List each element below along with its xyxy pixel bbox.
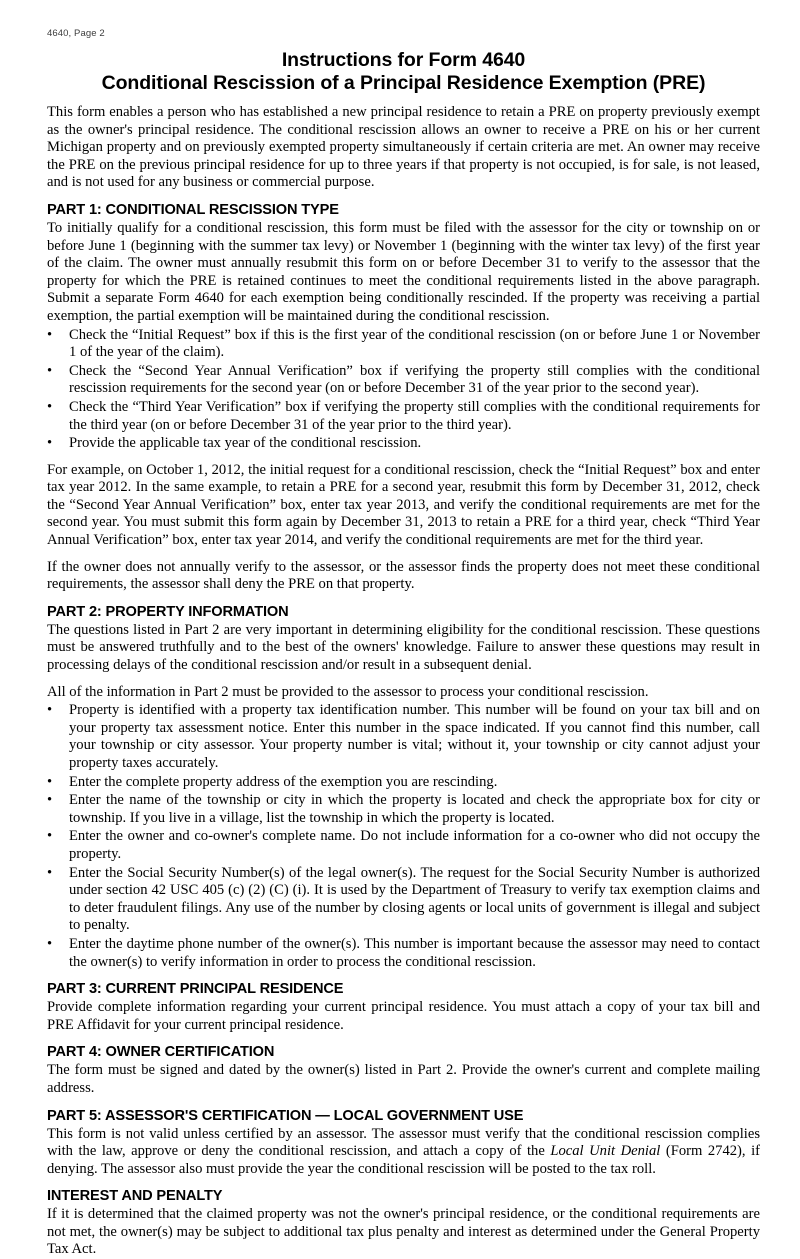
- interest-and-penalty-paragraph: If it is determined that the claimed property was not the owner's principal residence, or the conditional requirements are not met, the owner(s) may be subject to additional tax plus penalty and interest as determined under the General Property Tax Act.: [47, 1206, 760, 1258]
- list-item: [47, 435, 760, 453]
- bullet-icon: •: [47, 326, 53, 343]
- list-item: [47, 828, 760, 863]
- bullet-icon: •: [47, 362, 53, 379]
- page-title-line2: Conditional Rescission of a Principal Residence Exemption (PRE): [101, 72, 706, 94]
- part-1-example-paragraph: For example, on October 1, 2012, the initial request for a conditional rescission, check the “Initial Request” box and enter tax year 2012. In the same example, to retain a PRE for a second year, resubmit this form by December 31, 2012, check the “Second Year Annual Verification” box, enter tax year 2013, and verify the conditional requirements are met for the second year. You must submit this form again by December 31, 2013 to retain a PRE for a third year, check “Third Year Annual Verification” box, enter tax year 2014, and verify the conditional requirements are met for the third year.: [47, 461, 760, 549]
- heading-part-5: PART 5: ASSESSOR'S CERTIFICATION — LOCAL GOVERNMENT USE: [47, 1107, 524, 1124]
- bullet-icon: •: [47, 792, 53, 809]
- heading-part-3: PART 3: CURRENT PRINCIPAL RESIDENCE: [47, 981, 344, 998]
- list-item-text: Property is identified with a property tax identification number. This number will be found on your tax bill and on your property tax assessment notice. Enter this number in the space indicated. If you cannot find this number, call your township or city assessor. Your property number is vital; without it, your township or city cannot adjust your property taxes accurately.: [69, 702, 760, 771]
- bullet-icon: •: [47, 773, 53, 790]
- part-2-intro-paragraph: The questions listed in Part 2 are very important in determining eligibility for the conditional rescission. These questions must be answered truthfully and to the best of the owners' knowledge. Failure to answer these questions may result in processing delays of the conditional rescission and/or result in a subsequent denial.: [47, 621, 760, 674]
- list-item-text: Enter the Social Security Number(s) of the legal owner(s). The request for the Social Security Number is authorized under section 42 USC 405 (c) (2) (C) (i). It is used by the Department of Treasury to verify tax exemption claims and to deter fraudulent filings. Any use of the number by closing agents or local units of government is illegal and subject to penalty.: [69, 864, 760, 934]
- bullet-icon: •: [47, 398, 53, 415]
- heading-part-2: PART 2: PROPERTY INFORMATION: [47, 603, 289, 620]
- list-item-text: Enter the owner and co-owner's complete name. Do not include information for a co-owner who did not occupy the property.: [69, 828, 760, 862]
- heading-part-1: PART 1: CONDITIONAL RESCISSION TYPE: [47, 201, 339, 218]
- part-3-paragraph: Provide complete information regarding your current principal residence. You must attach a copy of your tax bill and PRE Affidavit for your current principal residence.: [47, 999, 760, 1033]
- part-5-text-post: (Form 2742), if denying. The assessor also must provide the year the conditional rescission will be posted to the tax roll.: [47, 1143, 760, 1177]
- list-item-text: Provide the applicable tax year of the conditional rescission.: [69, 435, 422, 452]
- part-1-intro-paragraph: To initially qualify for a conditional rescission, this form must be filed with the assessor for the city or township on or before June 1 (beginning with the summer tax levy) or November 1 (beginning with the winter tax levy) of the first year of the claim. The owner must annually resubmit this form on or before December 31 to verify to the assessor that the property for which the PRE is retained continues to meet the conditional requirements listed in the above paragraph. Submit a separate Form 4640 for each exemption being conditionally rescinded. If the property was receiving a partial exemption, the partial exemption will be maintained during the conditional rescission.: [47, 219, 760, 324]
- list-item: [47, 936, 760, 971]
- bullet-icon: •: [47, 702, 53, 719]
- page-title: [47, 49, 760, 95]
- list-item: [47, 865, 760, 935]
- part-2-lead-paragraph: All of the information in Part 2 must be provided to the assessor to process your conditional rescission.: [47, 683, 649, 700]
- list-item-text: Enter the name of the township or city in which the property is located and check the appropriate box for city or township. If you live in a village, list the township in which the property is located.: [69, 792, 760, 826]
- part-5-form-name-italic: Local Unit Denial: [550, 1143, 661, 1160]
- heading-part-4: PART 4: OWNER CERTIFICATION: [47, 1044, 275, 1061]
- page-header-label: 4640, Page 2: [47, 28, 105, 39]
- list-item-text: Check the “Second Year Annual Verification” box if verifying the property still complies with the conditional rescission requirements for the second year (on or before December 31 of the year prior to the second year).: [69, 362, 760, 397]
- list-item-text: Check the “Initial Request” box if this is the first year of the conditional rescission (on or before June 1 or November 1 of the year of the claim).: [69, 326, 760, 361]
- part-1-bullet-list: [47, 327, 760, 453]
- list-item: [47, 702, 760, 772]
- list-item-text: Enter the daytime phone number of the owner(s). This number is important because the assessor may need to contact the owner(s) to verify information in order to process the conditional rescission.: [69, 935, 760, 970]
- heading-interest-and-penalty: INTEREST AND PENALTY: [47, 1188, 223, 1205]
- list-item-text: Enter the complete property address of the exemption you are rescinding.: [69, 773, 498, 790]
- list-item: [47, 327, 760, 362]
- list-item: [47, 363, 760, 398]
- list-item: [47, 774, 760, 792]
- part-5-paragraph: [47, 1126, 760, 1179]
- bullet-icon: •: [47, 435, 53, 452]
- part-4-paragraph: The form must be signed and dated by the owner(s) listed in Part 2. Provide the owner's current and complete mailing address.: [47, 1062, 760, 1096]
- bullet-icon: •: [47, 935, 53, 952]
- part-1-closing-paragraph: If the owner does not annually verify to the assessor, or the assessor finds the property does not meet these conditional requirements, the assessor shall deny the PRE on that property.: [47, 558, 760, 593]
- document-content: [47, 28, 760, 1259]
- bullet-icon: •: [47, 828, 53, 845]
- list-item: [47, 792, 760, 827]
- bullet-icon: •: [47, 864, 53, 881]
- page-title-line1: Instructions for Form 4640: [281, 49, 526, 71]
- part-5-text-pre: This form is not valid unless certified by an assessor. The assessor must verify that the conditional rescission complies with the law, approve or deny the conditional rescission, and attach a copy of the: [47, 1125, 760, 1160]
- intro-paragraph: This form enables a person who has established a new principal residence to retain a PRE on property previously exempt as the owner's principal residence. The conditional rescission allows an owner to receive a PRE on his or her current Michigan property and on previously exempted property simultaneously if certain criteria are met. An owner may receive the PRE on the previous principal residence for up to three years if that property is not occupied, is for sale, is not leased, and is not used for any business or commercial purpose.: [47, 104, 760, 191]
- list-item: [47, 399, 760, 434]
- part-2-bullet-list: [47, 702, 760, 971]
- list-item-text: Check the “Third Year Verification” box if verifying the property still complies with the conditional requirements for the third year (on or before December 31 of the year prior to the third year).: [69, 398, 760, 433]
